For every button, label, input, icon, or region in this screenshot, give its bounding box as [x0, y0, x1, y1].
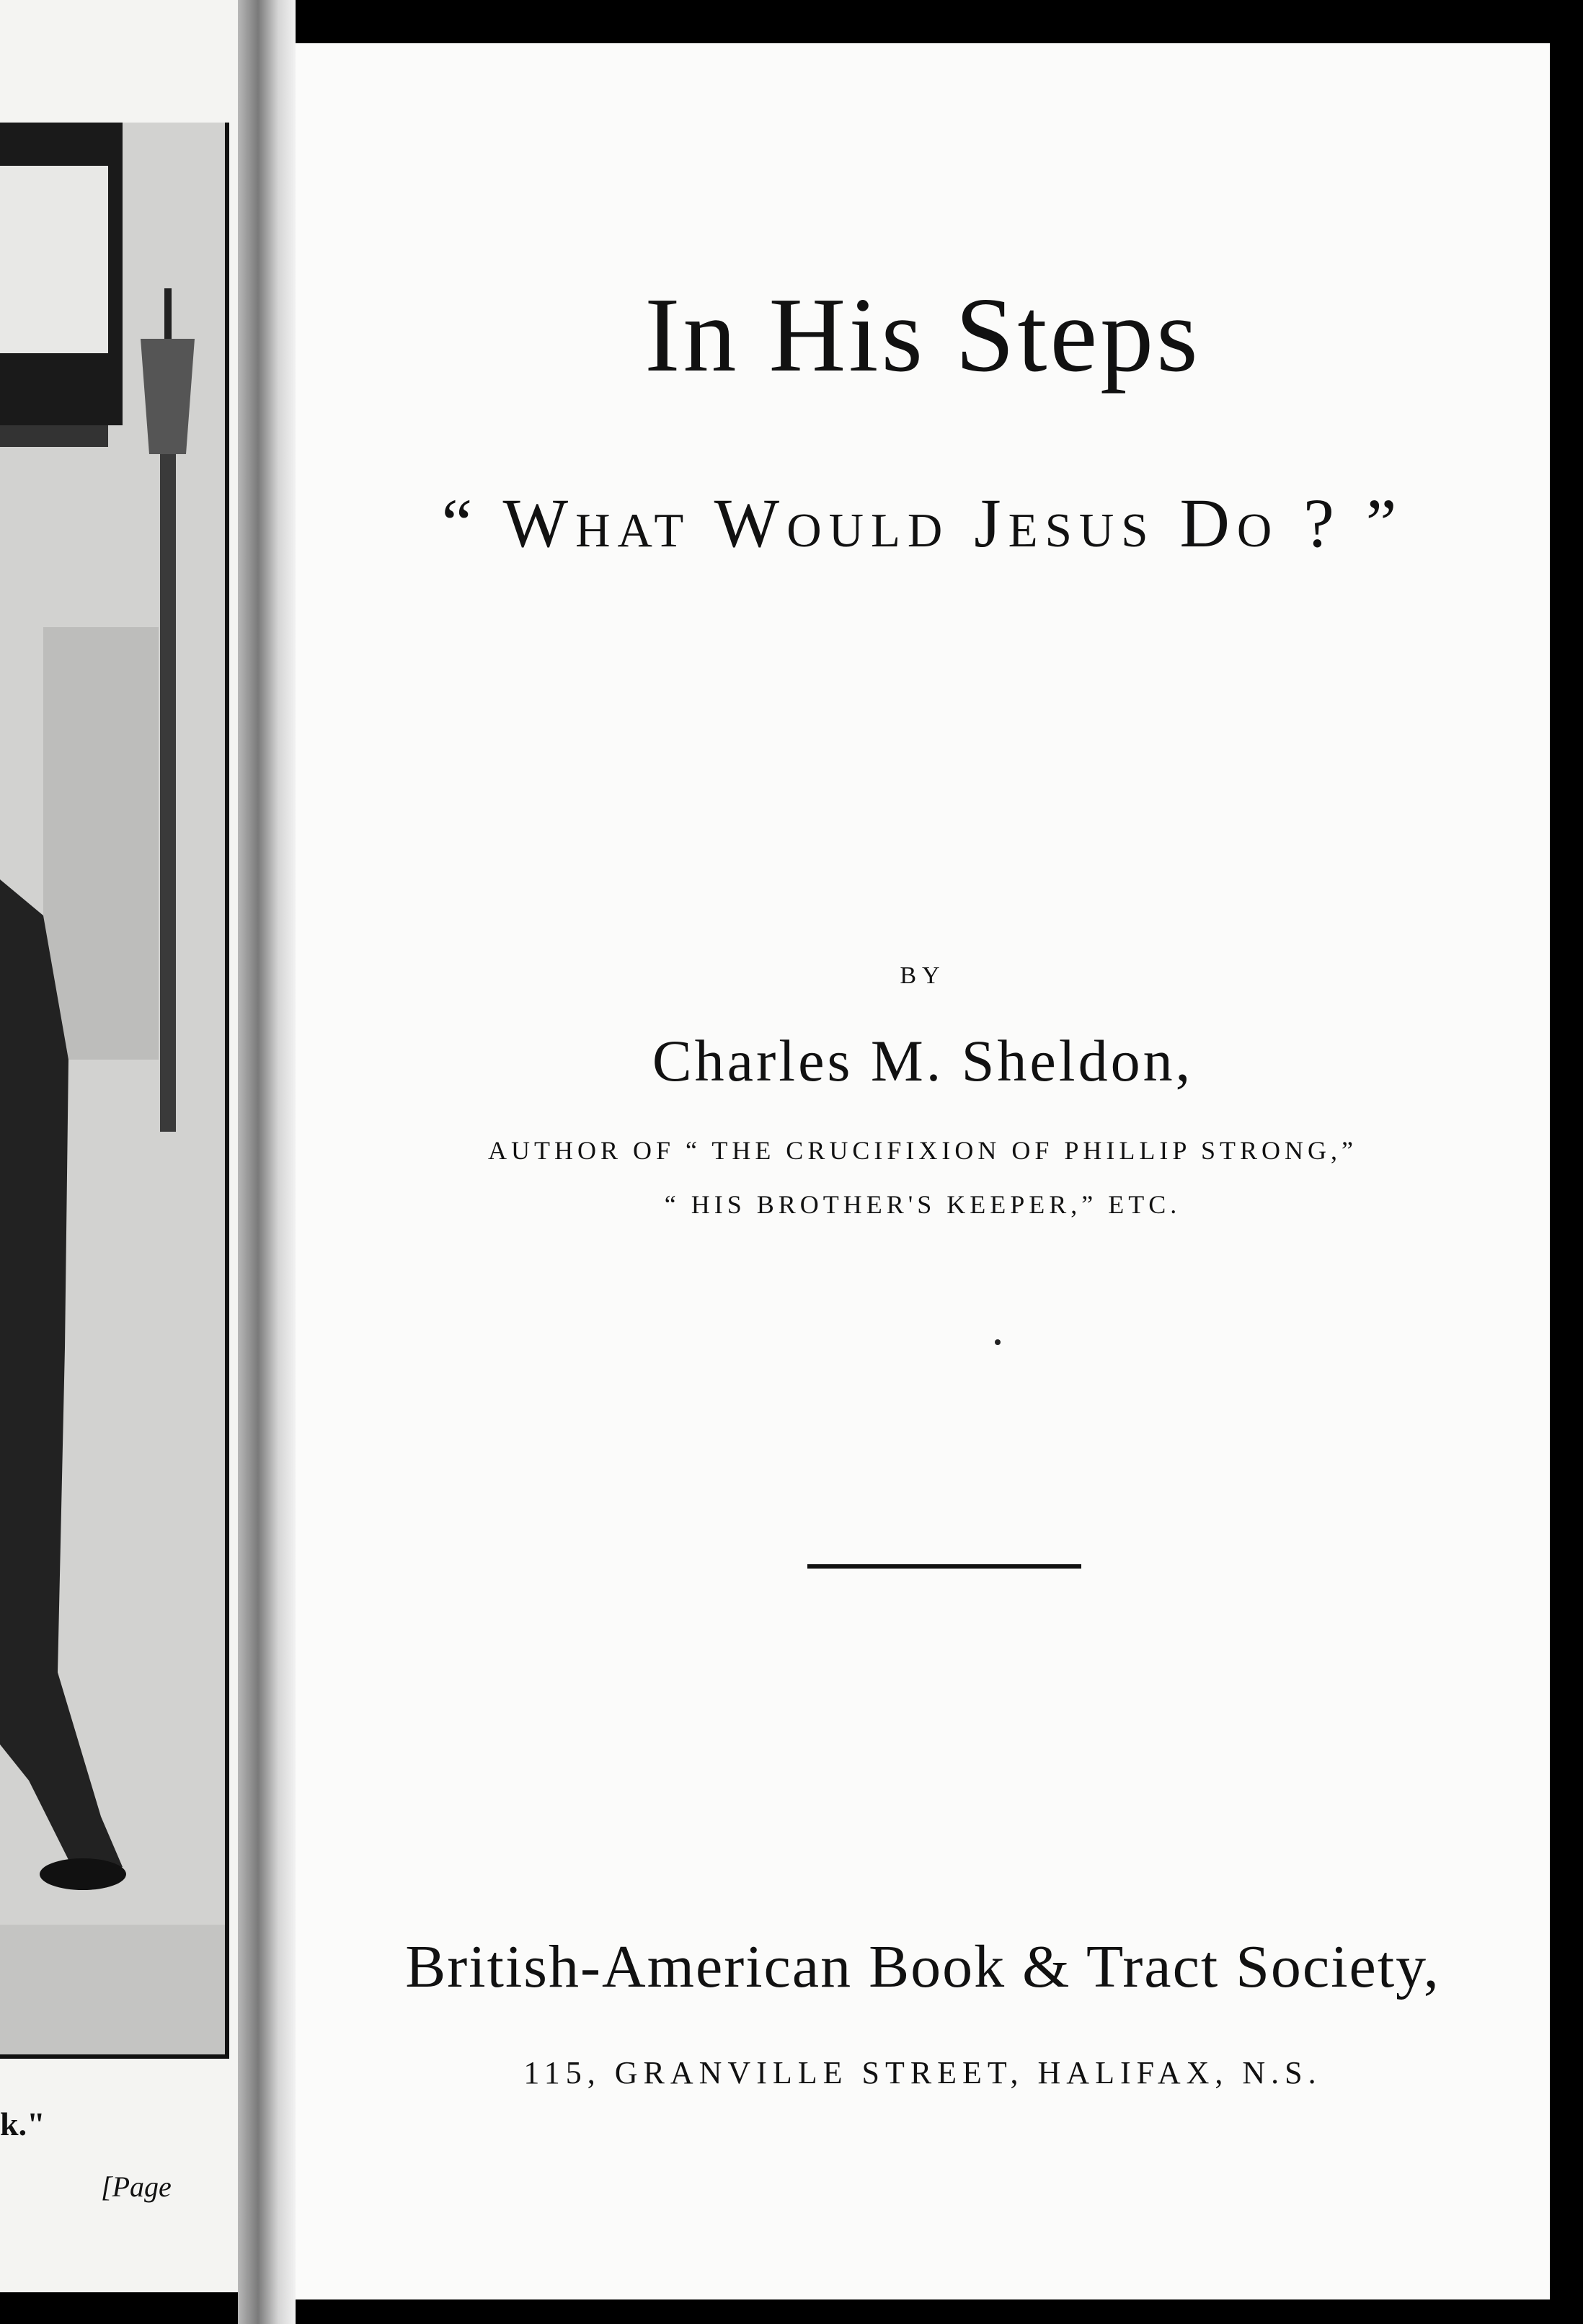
publisher-name: British-American Book & Tract Society, [405, 1933, 1440, 2000]
page-reference-fragment: [Page [101, 2170, 172, 2203]
ornament-dot [995, 1339, 1001, 1345]
book-title: In His Steps [644, 276, 1201, 394]
horizontal-rule [807, 1564, 1081, 1569]
by-label: BY [900, 962, 946, 989]
author-works-line-2: “ HIS BROTHER'S KEEPER,” ETC. [664, 1190, 1181, 1219]
publisher-address: 115, GRANVILLE STREET, HALIFAX, N.S. [523, 2055, 1322, 2090]
author-name: Charles M. Sheldon, [652, 1028, 1194, 1094]
book-subtitle: “ What Would Jesus Do ? ” [441, 484, 1404, 562]
scan-border [1550, 0, 1583, 2324]
book-gutter [238, 0, 296, 2324]
title-page [296, 43, 1550, 2299]
caption-fragment: k." [0, 2106, 45, 2142]
frontispiece-page [0, 0, 238, 2292]
frontispiece-illustration [0, 123, 229, 2059]
author-works-line-1: AUTHOR OF “ THE CRUCIFIXION OF PHILLIP STRONG,” [487, 1136, 1357, 1165]
